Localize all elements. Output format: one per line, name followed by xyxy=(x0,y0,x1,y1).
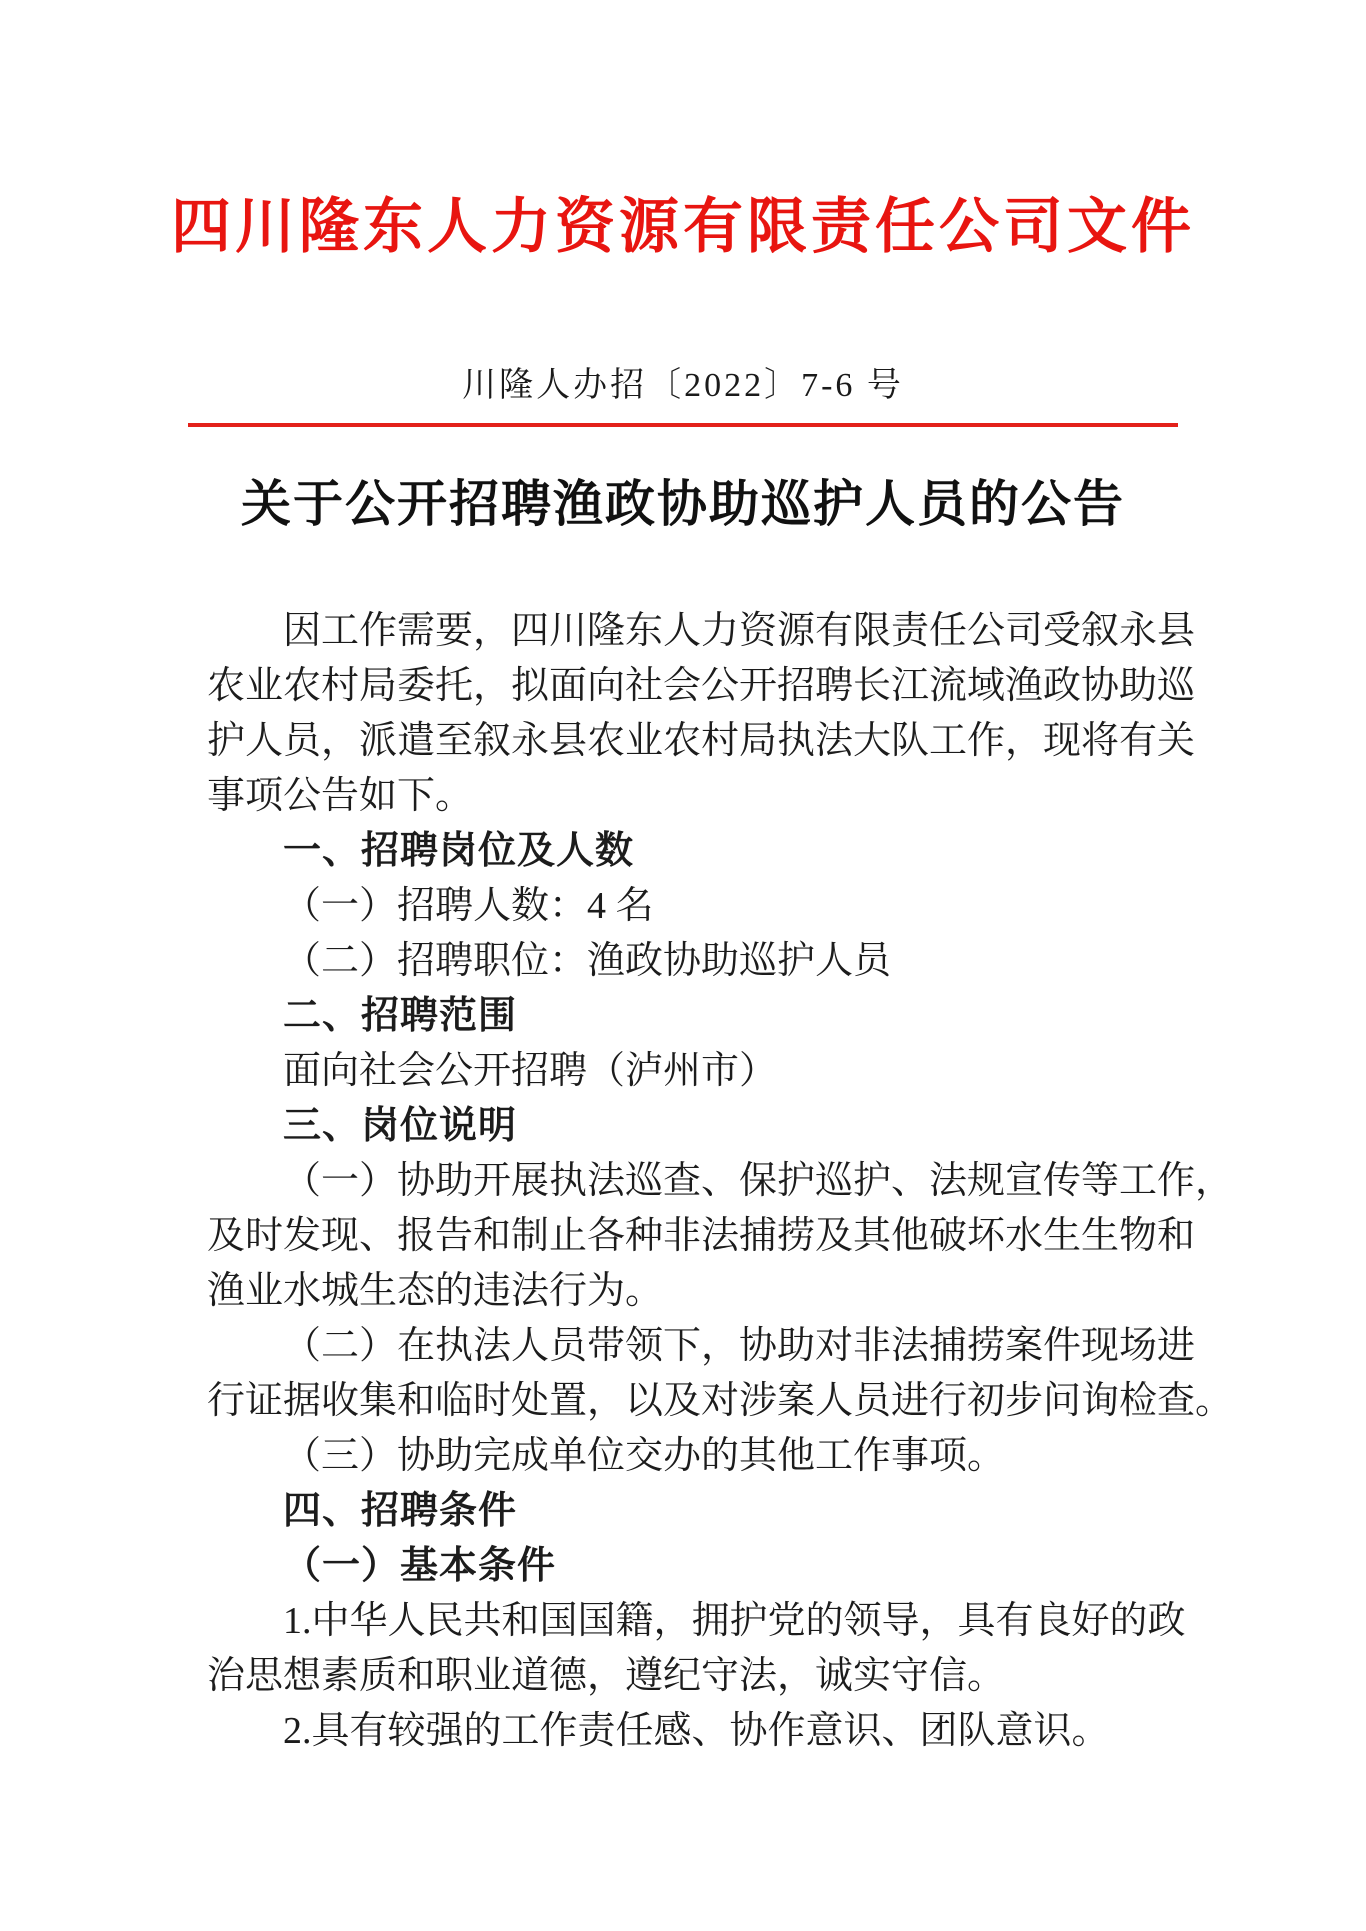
body-line: （二）招聘职位：渔政协助巡护人员 xyxy=(283,940,892,983)
document-body xyxy=(207,604,1234,1759)
body-line: （三）协助完成单位交办的其他工作事项。 xyxy=(283,1435,1006,1478)
body-line: 渔业水城生态的违法行为。 xyxy=(207,1270,664,1313)
body-line: 三、岗位说明 xyxy=(283,1105,518,1148)
red-divider-line xyxy=(188,423,1178,427)
body-line: （二）在执法人员带领下，协助对非法捕捞案件现场进 xyxy=(283,1325,1196,1368)
letterhead-title: 四川隆东人力资源有限责任公司文件 xyxy=(171,194,1195,260)
body-line: 二、招聘范围 xyxy=(283,995,518,1038)
announcement-title: 关于公开招聘渔政协助巡护人员的公告 xyxy=(241,476,1125,533)
body-line: 四、招聘条件 xyxy=(283,1490,518,1533)
body-line: 行证据收集和临时处置，以及对涉案人员进行初步问询检查。 xyxy=(207,1380,1234,1423)
body-line: 一、招聘岗位及人数 xyxy=(283,830,635,873)
body-line: 农业农村局委托，拟面向社会公开招聘长江流域渔政协助巡 xyxy=(207,665,1196,708)
body-line: 面向社会公开招聘（泸州市） xyxy=(283,1050,778,1093)
body-line: （一）招聘人数：4 名 xyxy=(283,885,654,928)
body-line: 治思想素质和职业道德，遵纪守法，诚实守信。 xyxy=(207,1655,1006,1698)
body-line: （一）基本条件 xyxy=(283,1545,557,1588)
body-line: 事项公告如下。 xyxy=(207,775,474,818)
body-line: 1.中华人民共和国国籍，拥护党的领导，具有良好的政 xyxy=(283,1600,1186,1643)
body-line: 护人员，派遣至叙永县农业农村局执法大队工作，现将有关 xyxy=(207,720,1196,763)
body-line: 因工作需要，四川隆东人力资源有限责任公司受叙永县 xyxy=(283,610,1196,653)
body-line: 2.具有较强的工作责任感、协作意识、团队意识。 xyxy=(283,1710,1110,1753)
doc-number: 川隆人办招〔2022〕7-6 号 xyxy=(462,367,904,404)
body-line: （一）协助开展执法巡查、保护巡护、法规宣传等工作， xyxy=(283,1160,1234,1203)
body-line: 及时发现、报告和制止各种非法捕捞及其他破坏水生生物和 xyxy=(207,1215,1196,1258)
